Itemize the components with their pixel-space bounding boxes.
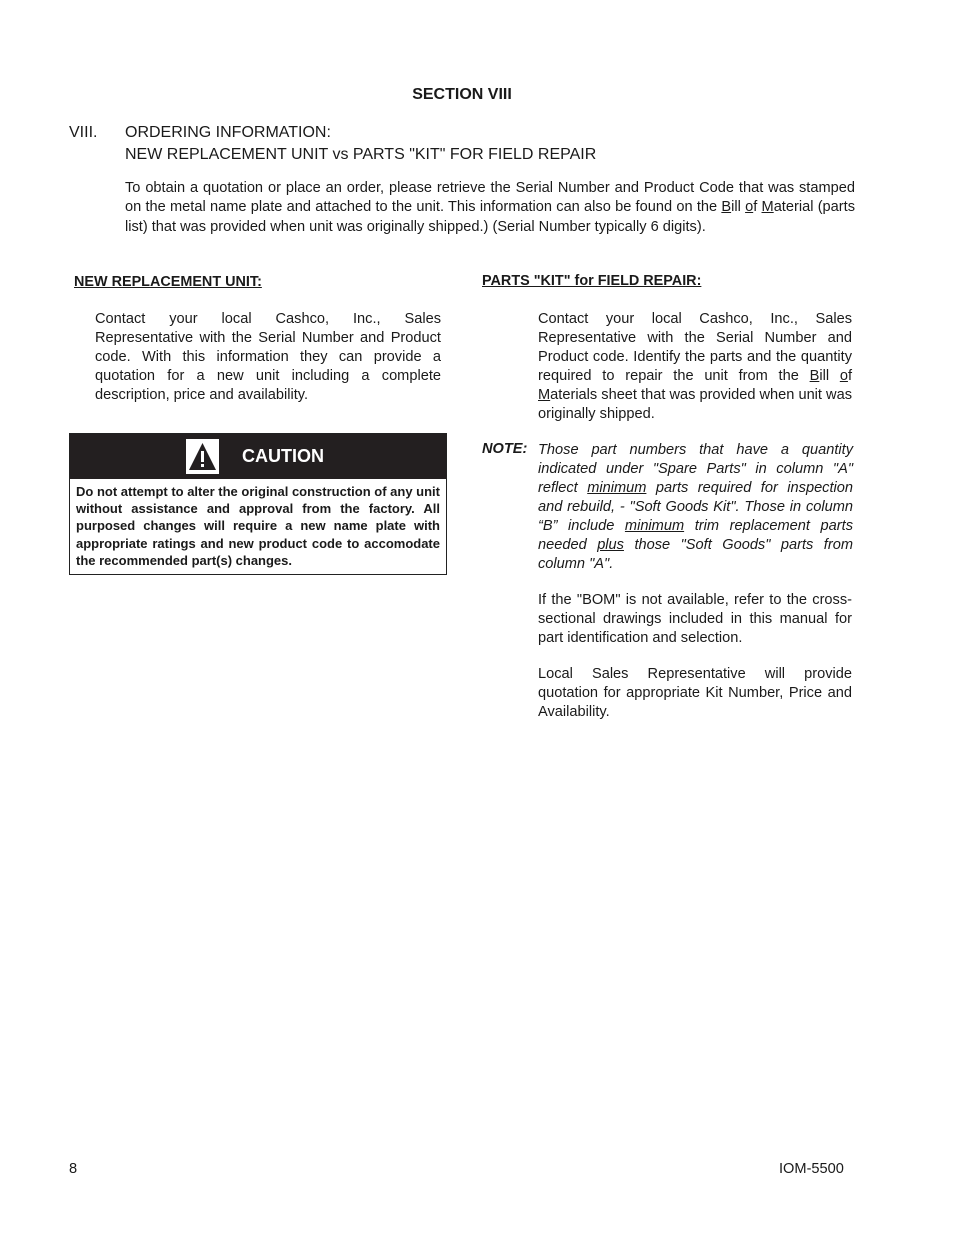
document-id: IOM-5500 [779, 1161, 844, 1177]
note-underline: minimum [587, 480, 647, 496]
new-replacement-unit-heading: NEW REPLACEMENT UNIT: [74, 274, 262, 290]
parts-kit-text: aterials sheet that was provided when unit was originally shipped. [538, 387, 852, 422]
parts-kit-heading: PARTS "KIT" for FIELD REPAIR: [482, 273, 702, 289]
parts-kit-underline-o: o [839, 368, 848, 384]
intro-underline-m: M [761, 199, 774, 216]
intro-underline-b: B [721, 199, 732, 216]
intro-text: aterial (parts list) that was provided when unit was originally shipped.) (Serial Number typically 6 digits). [125, 199, 855, 235]
note-underline: plus [597, 537, 624, 553]
intro-paragraph [125, 179, 855, 237]
caution-label: CAUTION [242, 446, 324, 466]
intro-underline-o: o [745, 199, 754, 216]
note-text: Those part numbers that have a quantity indicated under "Spare Parts" in column "A" reflect [538, 442, 853, 496]
intro-text: f [753, 199, 762, 216]
note-text: trim replacement parts needed [538, 518, 853, 553]
parts-kit-text: ill [819, 368, 840, 384]
new-replacement-unit-paragraph: Contact your local Cashco, Inc., Sales Representative with the Serial Number and Product code. With this information they can provide a quotation for a new unit including a complete description, price and availability. [95, 311, 441, 403]
warning-triangle-icon [186, 439, 219, 474]
note-paragraph [538, 441, 853, 574]
sales-rep-paragraph: Local Sales Representative will provide quotation for appropriate Kit Number, Price and Availability. [538, 666, 852, 720]
parts-kit-underline-b: B [809, 368, 820, 384]
heading-number: VIII. [69, 124, 98, 141]
note-text: parts required for inspection and rebuild, - "Soft Goods Kit". Those in column “B” include [538, 480, 854, 534]
caution-header [70, 434, 446, 479]
intro-text: To obtain a quotation or place an order, please retrieve the Serial Number and Product Code that was stamped on the metal name plate and attached to the unit. This information can also be found on the [125, 180, 855, 216]
heading-line-1: ORDERING INFORMATION: [125, 124, 331, 141]
section-title: SECTION VIII [412, 86, 512, 103]
note-label: NOTE: [482, 441, 528, 457]
parts-kit-paragraph [538, 310, 852, 424]
caution-text: Do not attempt to alter the original construction of any unit without assistance and approval from the factory. All purposed changes will require a new name plate with appropriate ratings and new product code to accomodate the recommended part(s) changes. [76, 484, 440, 568]
intro-text: ill [731, 199, 746, 216]
parts-kit-text: Contact your local Cashco, Inc., Sales Representative with the Serial Number and Product code. Identify the parts and the quantity required to repair the unit from the [538, 311, 852, 384]
page-number: 8 [69, 1161, 78, 1177]
heading-line-2: NEW REPLACEMENT UNIT vs PARTS "KIT" FOR FIELD REPAIR [125, 146, 597, 163]
caution-box [69, 433, 447, 575]
note-underline: minimum [624, 518, 685, 534]
parts-kit-underline-m: M [538, 387, 551, 403]
bom-paragraph: If the "BOM" is not available, refer to the cross-sectional drawings included in this manual for part identification and selection. [538, 592, 852, 646]
note-text: those "Soft Goods" parts from column "A". [538, 537, 853, 572]
parts-kit-text: f [847, 368, 852, 384]
